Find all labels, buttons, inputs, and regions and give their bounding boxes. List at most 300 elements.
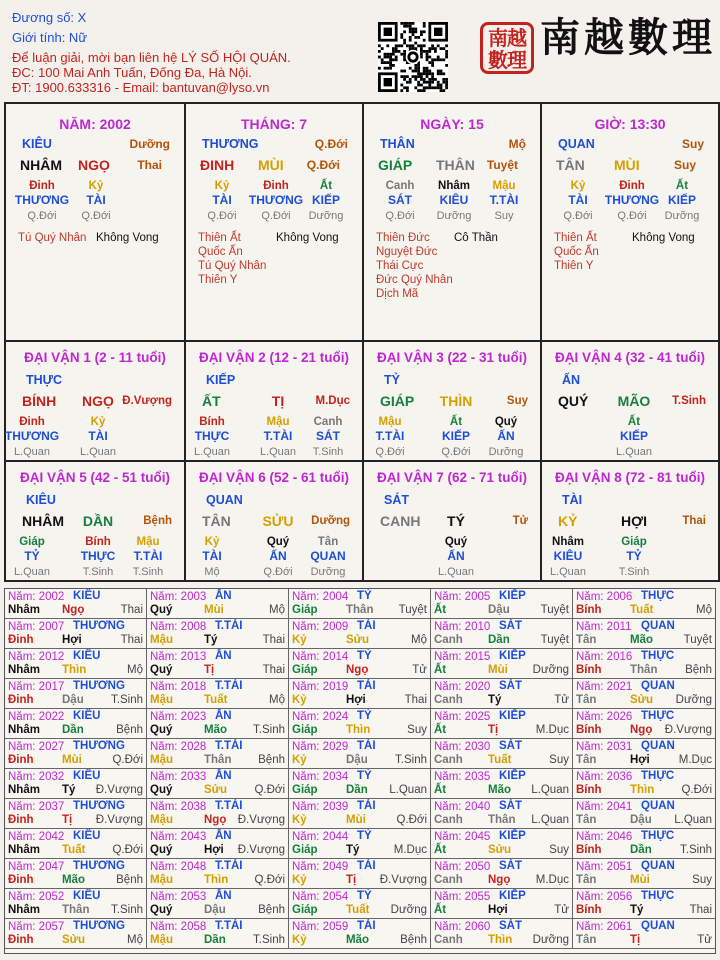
- year-stage: Tuyệt: [683, 634, 712, 646]
- year-cell[interactable]: [289, 739, 431, 769]
- year-cell[interactable]: [289, 649, 431, 679]
- year-cell[interactable]: [573, 619, 715, 649]
- year-stage: L.Quan: [531, 814, 569, 826]
- year-cell[interactable]: [147, 589, 289, 619]
- year-branch: Thìn: [204, 874, 229, 886]
- year-cell[interactable]: [147, 739, 289, 769]
- year-cell[interactable]: [431, 619, 573, 649]
- year-stage: T.Sinh: [253, 724, 285, 736]
- dai-van-hidden-god: THỰC: [194, 429, 230, 443]
- year-cell[interactable]: [289, 829, 431, 859]
- hidden-stem: Kỷ: [88, 180, 104, 192]
- year-ten-god: THƯƠNG: [73, 620, 125, 632]
- year-cell[interactable]: [289, 859, 431, 889]
- year-stage: T.Sinh: [111, 694, 143, 706]
- year-stage: Suy: [549, 754, 569, 766]
- year-label: Năm: 2018: [150, 681, 207, 693]
- year-stem: Canh: [434, 694, 463, 706]
- dai-van-2[interactable]: [184, 342, 362, 462]
- year-ten-god: QUAN: [641, 800, 675, 812]
- year-stem: Quý: [150, 604, 173, 616]
- year-cell[interactable]: [431, 709, 573, 739]
- dai-van-god: SÁT: [384, 493, 409, 507]
- year-ten-god: ẤN: [215, 650, 232, 662]
- year-ten-god: T.TÀI: [215, 920, 243, 932]
- year-cell[interactable]: [5, 589, 147, 619]
- year-ten-god: QUAN: [641, 680, 675, 692]
- year-label: Năm: 2013: [150, 651, 207, 663]
- year-ten-god: SÁT: [499, 740, 522, 752]
- year-label: Năm: 2034: [292, 771, 349, 783]
- heavenly-stem: TÂN: [556, 157, 585, 173]
- year-ten-god: ẤN: [215, 590, 232, 602]
- year-label: Năm: 2051: [576, 861, 633, 873]
- year-cell[interactable]: [5, 859, 147, 889]
- year-branch: Tị: [62, 814, 73, 826]
- hidden-stage: Q.Đới: [27, 210, 57, 222]
- year-ten-god: THƯƠNG: [73, 920, 125, 932]
- hidden-stem: Đinh: [619, 180, 645, 192]
- year-stem: Giáp: [292, 784, 318, 796]
- year-cell[interactable]: [147, 859, 289, 889]
- star-item-alt: Không Vong: [276, 232, 339, 244]
- dai-van-hidden-god: T.TÀI: [263, 429, 293, 443]
- dai-van-hidden-stem: Mậu: [378, 416, 402, 428]
- dai-van-stem: ẤT: [202, 393, 221, 409]
- year-stem: Giáp: [292, 904, 318, 916]
- year-label: Năm: 2014: [292, 651, 349, 663]
- year-cell[interactable]: [431, 829, 573, 859]
- year-ten-god: ẤN: [215, 770, 232, 782]
- year-label: Năm: 2039: [292, 801, 349, 813]
- year-cell[interactable]: [289, 919, 431, 949]
- hidden-stage: Q.Đới: [207, 210, 237, 222]
- year-cell[interactable]: [289, 709, 431, 739]
- year-cell[interactable]: [5, 619, 147, 649]
- dai-van-1[interactable]: [4, 342, 184, 462]
- year-branch: Mão: [488, 784, 511, 796]
- year-cell[interactable]: [573, 919, 715, 949]
- year-label: Năm: 2052: [8, 891, 65, 903]
- hidden-stage: Q.Đới: [261, 210, 291, 222]
- year-cell[interactable]: [573, 889, 715, 919]
- year-label: Năm: 2025: [434, 711, 491, 723]
- star-item: Quốc Ấn: [198, 246, 243, 258]
- phone-email-line: ĐT: 1900.633316 - Email: bantuvan@lyso.vn: [12, 80, 270, 95]
- year-stem: Giáp: [292, 724, 318, 736]
- year-stem: Giáp: [292, 604, 318, 616]
- year-branch: Tuất: [630, 604, 654, 616]
- year-label: Năm: 2005: [434, 591, 491, 603]
- year-label: Năm: 2023: [150, 711, 207, 723]
- dai-van-4[interactable]: [540, 342, 720, 462]
- year-stem: Đinh: [8, 874, 34, 886]
- year-label: Năm: 2002: [8, 591, 65, 603]
- dai-van-stem: KỶ: [558, 513, 578, 529]
- year-cell[interactable]: [289, 589, 431, 619]
- year-ten-god: KIÊU: [73, 650, 101, 662]
- dai-van-god: TỶ: [384, 373, 400, 387]
- year-cell[interactable]: [147, 769, 289, 799]
- year-stem: Kỷ: [292, 874, 307, 886]
- year-cell[interactable]: [147, 799, 289, 829]
- year-cell[interactable]: [431, 739, 573, 769]
- header: [0, 0, 720, 100]
- year-ten-god: SÁT: [499, 920, 522, 932]
- year-label: Năm: 2015: [434, 651, 491, 663]
- dai-van-hidden-stage: L.Quan: [437, 566, 475, 578]
- dai-van-hidden-stage: L.Quan: [193, 446, 231, 458]
- year-label: Năm: 2009: [292, 621, 349, 633]
- year-stem: Tân: [576, 754, 597, 766]
- year-stem: Ất: [434, 784, 447, 796]
- dai-van-hidden-god: KIẾP: [619, 429, 649, 443]
- hidden-stage: Dưỡng: [436, 210, 472, 222]
- year-ten-god: KIẾP: [499, 770, 526, 782]
- year-ten-god: THƯƠNG: [73, 680, 125, 692]
- year-label: Năm: 2006: [576, 591, 633, 603]
- year-label: Năm: 2055: [434, 891, 491, 903]
- year-cell[interactable]: [573, 799, 715, 829]
- year-stage: T.Sinh: [395, 754, 427, 766]
- dai-van-hidden-stage: T.Sinh: [312, 446, 344, 458]
- year-branch: Tuất: [62, 844, 86, 856]
- year-branch: Hợi: [204, 844, 224, 856]
- year-label: Năm: 2032: [8, 771, 65, 783]
- year-cell[interactable]: [573, 739, 715, 769]
- year-branch: Sửu: [630, 694, 654, 706]
- year-stem: Mậu: [150, 694, 173, 706]
- star-item: Thiên Đức: [376, 232, 430, 244]
- dai-van-hidden-god: TỶ: [626, 549, 642, 563]
- year-cell[interactable]: [147, 919, 289, 949]
- dai-van-stage: T.Sinh: [672, 395, 706, 407]
- year-cell[interactable]: [289, 619, 431, 649]
- year-label: Năm: 2041: [576, 801, 633, 813]
- year-cell[interactable]: [147, 889, 289, 919]
- year-label: Năm: 2030: [434, 741, 491, 753]
- year-stem: Canh: [434, 814, 463, 826]
- year-ten-god: THỰC: [641, 590, 675, 602]
- dai-van-stage: M.Dục: [315, 395, 350, 407]
- year-stage: T.Sinh: [680, 844, 712, 856]
- year-cell[interactable]: [5, 799, 147, 829]
- year-cell[interactable]: [289, 799, 431, 829]
- hidden-stage: Suy: [494, 210, 514, 222]
- dai-van-title: ĐẠI VẬN 4 (32 - 41 tuổi): [554, 350, 706, 365]
- year-cell[interactable]: [573, 679, 715, 709]
- pillar-stage-top: Q.Đới: [314, 137, 348, 151]
- year-stem: Tân: [576, 634, 597, 646]
- year-ten-god: ẤN: [215, 710, 232, 722]
- star-item-alt: Không Vong: [96, 232, 159, 244]
- year-stage: Dưỡng: [390, 904, 427, 916]
- hidden-stage: Dưỡng: [308, 210, 344, 222]
- year-label: Năm: 2003: [150, 591, 207, 603]
- year-cell[interactable]: [289, 889, 431, 919]
- dai-van-8[interactable]: [540, 462, 720, 582]
- year-ten-god: QUAN: [641, 740, 675, 752]
- year-ten-god: TỶ: [357, 590, 372, 602]
- year-stem: Quý: [150, 844, 173, 856]
- year-cell[interactable]: [573, 649, 715, 679]
- year-label: Năm: 2011: [576, 621, 632, 633]
- dai-van-hidden-stem: Kỷ: [90, 416, 106, 428]
- year-label: Năm: 2016: [576, 651, 633, 663]
- year-branch: Mùi: [346, 814, 366, 826]
- year-ten-god: THƯƠNG: [73, 800, 125, 812]
- dai-van-stage: Bệnh: [143, 515, 172, 527]
- year-cell[interactable]: [147, 619, 289, 649]
- dai-van-branch: NGỌ: [82, 393, 114, 409]
- year-stage: Bệnh: [685, 664, 712, 676]
- dai-van-hidden-god: TÀI: [202, 549, 222, 563]
- year-branch: Mùi: [488, 664, 508, 676]
- year-cell[interactable]: [5, 919, 147, 949]
- year-ten-god: TÀI: [357, 860, 376, 872]
- year-stem: Tân: [576, 874, 597, 886]
- year-ten-god: T.TÀI: [215, 620, 243, 632]
- year-label: Năm: 2050: [434, 861, 491, 873]
- dai-van-title: ĐẠI VẬN 2 (12 - 21 tuổi): [198, 350, 350, 365]
- star-item: Thiên Y: [198, 274, 238, 286]
- hidden-stem: Ất: [675, 180, 689, 192]
- earthly-branch: THÂN: [436, 157, 475, 173]
- year-branch: Mão: [630, 634, 653, 646]
- year-ten-god: TỶ: [357, 650, 372, 662]
- year-cell[interactable]: [431, 859, 573, 889]
- year-cell[interactable]: [573, 709, 715, 739]
- year-stem: Kỷ: [292, 934, 307, 946]
- year-label: Năm: 2059: [292, 921, 349, 933]
- year-stage: Tuyệt: [540, 604, 569, 616]
- qr-code-icon[interactable]: [378, 22, 448, 92]
- year-cell[interactable]: [431, 799, 573, 829]
- year-stem: Quý: [150, 904, 173, 916]
- year-cell[interactable]: [5, 829, 147, 859]
- hidden-stem: Ất: [319, 180, 333, 192]
- year-branch: Dậu: [488, 604, 510, 616]
- year-branch: Dần: [630, 844, 652, 856]
- dai-van-hidden-stem: Mậu: [266, 416, 290, 428]
- year-branch: Dần: [346, 784, 368, 796]
- ten-god-top: KIÊU: [22, 137, 52, 151]
- year-label: Năm: 2017: [8, 681, 65, 693]
- year-label: Năm: 2044: [292, 831, 349, 843]
- dai-van-hidden-stem: Quý: [266, 536, 290, 548]
- dai-van-title: ĐẠI VẬN 7 (62 - 71 tuổi): [376, 470, 528, 485]
- year-cell[interactable]: [431, 589, 573, 619]
- year-stem: Quý: [150, 784, 173, 796]
- year-cell[interactable]: [147, 829, 289, 859]
- pillar-stage: Thai: [137, 158, 162, 172]
- year-stem: Quý: [150, 664, 173, 676]
- dai-van-hidden-god: T.TÀI: [375, 429, 405, 443]
- year-label: Năm: 2027: [8, 741, 65, 753]
- year-stem: Mậu: [150, 814, 173, 826]
- year-stem: Nhâm: [8, 784, 40, 796]
- year-cell[interactable]: [147, 649, 289, 679]
- year-ten-god: TÀI: [357, 740, 376, 752]
- year-label: Năm: 2037: [8, 801, 65, 813]
- dai-van-hidden-stage: L.Quan: [13, 446, 51, 458]
- hidden-ten-god: KIẾP: [311, 193, 341, 207]
- year-stage: M.Dục: [393, 844, 427, 856]
- year-stage: M.Dục: [535, 874, 569, 886]
- year-stem: Mậu: [150, 934, 173, 946]
- year-stage: Tử: [412, 664, 427, 676]
- star-item: Tú Quý Nhân: [18, 232, 87, 244]
- year-stage: Q.Đới: [681, 784, 712, 796]
- hidden-stage: Q.Đới: [617, 210, 647, 222]
- year-branch: Thìn: [346, 724, 371, 736]
- year-branch: Dậu: [62, 694, 84, 706]
- hidden-ten-god: T.TÀI: [489, 193, 519, 207]
- year-ten-god: THỰC: [641, 890, 675, 902]
- year-branch: Sửu: [488, 844, 512, 856]
- year-ten-god: ẤN: [215, 830, 232, 842]
- year-stage: Q.Đới: [396, 814, 427, 826]
- dai-van-7[interactable]: [362, 462, 540, 582]
- year-stage: Đ.Vượng: [379, 874, 427, 886]
- year-ten-god: QUAN: [641, 620, 675, 632]
- year-cell[interactable]: [431, 919, 573, 949]
- year-cell[interactable]: [573, 859, 715, 889]
- year-ten-god: QUAN: [641, 920, 675, 932]
- dai-van-5[interactable]: [4, 462, 184, 582]
- year-stem: Nhâm: [8, 664, 40, 676]
- pillar-1: [184, 102, 362, 342]
- year-stem: Ất: [434, 904, 447, 916]
- year-cell[interactable]: [5, 709, 147, 739]
- year-cell[interactable]: [431, 889, 573, 919]
- year-label: Năm: 2058: [150, 921, 207, 933]
- year-stage: Thai: [120, 604, 143, 616]
- year-label: Năm: 2022: [8, 711, 65, 723]
- year-stem: Mậu: [150, 634, 173, 646]
- owner-name: Đương số: X: [12, 10, 87, 25]
- year-stage: Bệnh: [258, 904, 285, 916]
- pillar-stage-top: Suy: [681, 137, 704, 151]
- hidden-stem: Kỷ: [214, 180, 230, 192]
- year-label: Năm: 2043: [150, 831, 207, 843]
- contact-line: Để luận giải, mời bạn liên hệ LÝ SỐ HỘI QUÁN.: [12, 50, 291, 65]
- year-ten-god: TÀI: [357, 620, 376, 632]
- year-cell[interactable]: [289, 679, 431, 709]
- year-label: Năm: 2054: [292, 891, 349, 903]
- year-stem: Giáp: [292, 844, 318, 856]
- year-cell[interactable]: [147, 709, 289, 739]
- dai-van-6[interactable]: [184, 462, 362, 582]
- ten-god-top: THÂN: [380, 137, 415, 151]
- year-cell[interactable]: [573, 589, 715, 619]
- dai-van-hidden-stage: L.Quan: [79, 446, 117, 458]
- hidden-stem: Đinh: [29, 180, 55, 192]
- year-cell[interactable]: [5, 889, 147, 919]
- year-stem: Canh: [434, 874, 463, 886]
- year-label: Năm: 2024: [292, 711, 349, 723]
- year-label: Năm: 2010: [434, 621, 491, 633]
- year-ten-god: THỰC: [641, 830, 675, 842]
- star-item: Dịch Mã: [376, 288, 419, 300]
- year-cell[interactable]: [573, 769, 715, 799]
- hidden-stem: Đinh: [263, 180, 289, 192]
- dai-van-stem: CANH: [380, 513, 421, 529]
- year-cell[interactable]: [5, 679, 147, 709]
- year-label: Năm: 2033: [150, 771, 207, 783]
- year-stage: Thai: [689, 904, 712, 916]
- year-cell[interactable]: [147, 679, 289, 709]
- dai-van-god: ẤN: [562, 373, 581, 387]
- year-label: Năm: 2056: [576, 891, 633, 903]
- dai-van-3[interactable]: [362, 342, 540, 462]
- earthly-branch: NGỌ: [78, 157, 110, 173]
- year-label: Năm: 2019: [292, 681, 349, 693]
- year-branch: Dậu: [346, 754, 368, 766]
- year-label: Năm: 2004: [292, 591, 349, 603]
- year-stage: Bệnh: [116, 874, 143, 886]
- year-label: Năm: 2012: [8, 651, 65, 663]
- year-stage: Q.Đới: [112, 754, 143, 766]
- year-stage: Dưỡng: [532, 664, 569, 676]
- year-cell[interactable]: [5, 649, 147, 679]
- year-cell[interactable]: [5, 769, 147, 799]
- year-stem: Nhâm: [8, 904, 40, 916]
- year-ten-god: KIÊU: [73, 770, 101, 782]
- year-cell[interactable]: [573, 829, 715, 859]
- year-cell[interactable]: [431, 649, 573, 679]
- dai-van-stem: BÍNH: [22, 393, 57, 409]
- earthly-branch: MÙI: [614, 157, 640, 173]
- year-label: Năm: 2045: [434, 831, 491, 843]
- hidden-ten-god: TÀI: [568, 193, 588, 207]
- dai-van-stem: TÂN: [202, 513, 231, 529]
- hidden-stem: Nhâm: [438, 180, 470, 192]
- hidden-ten-god: THƯƠNG: [248, 193, 304, 207]
- dai-van-branch: TỊ: [271, 393, 285, 409]
- year-label: Năm: 2028: [150, 741, 207, 753]
- year-branch: Mùi: [62, 754, 82, 766]
- dai-van-hidden-stem: Ất: [449, 416, 463, 428]
- year-cell[interactable]: [431, 679, 573, 709]
- year-stem: Nhâm: [8, 724, 40, 736]
- year-branch: Dần: [488, 634, 510, 646]
- year-branch: Ngọ: [62, 604, 85, 616]
- dai-van-hidden-god: KIÊU: [553, 549, 583, 563]
- year-ten-god: SÁT: [499, 680, 522, 692]
- star-item-alt: Không Vong: [632, 232, 695, 244]
- year-branch: Dậu: [204, 904, 226, 916]
- dai-van-stem: QUÝ: [558, 393, 589, 409]
- year-branch: Dần: [204, 934, 226, 946]
- year-cell[interactable]: [5, 739, 147, 769]
- year-branch: Dậu: [630, 814, 652, 826]
- year-branch: Sửu: [204, 784, 228, 796]
- year-label: Năm: 2040: [434, 801, 491, 813]
- year-cell[interactable]: [289, 769, 431, 799]
- year-branch: Tuất: [204, 694, 228, 706]
- annual-luck-grid: [4, 588, 716, 954]
- year-stage: Thai: [404, 694, 427, 706]
- year-label: Năm: 2008: [150, 621, 207, 633]
- hidden-ten-god: TÀI: [86, 193, 106, 207]
- year-branch: Mùi: [204, 604, 224, 616]
- year-stem: Ất: [434, 604, 447, 616]
- year-cell[interactable]: [431, 769, 573, 799]
- hidden-ten-god: KIÊU: [439, 193, 469, 207]
- year-stem: Tân: [576, 694, 597, 706]
- pillar-2: [362, 102, 540, 342]
